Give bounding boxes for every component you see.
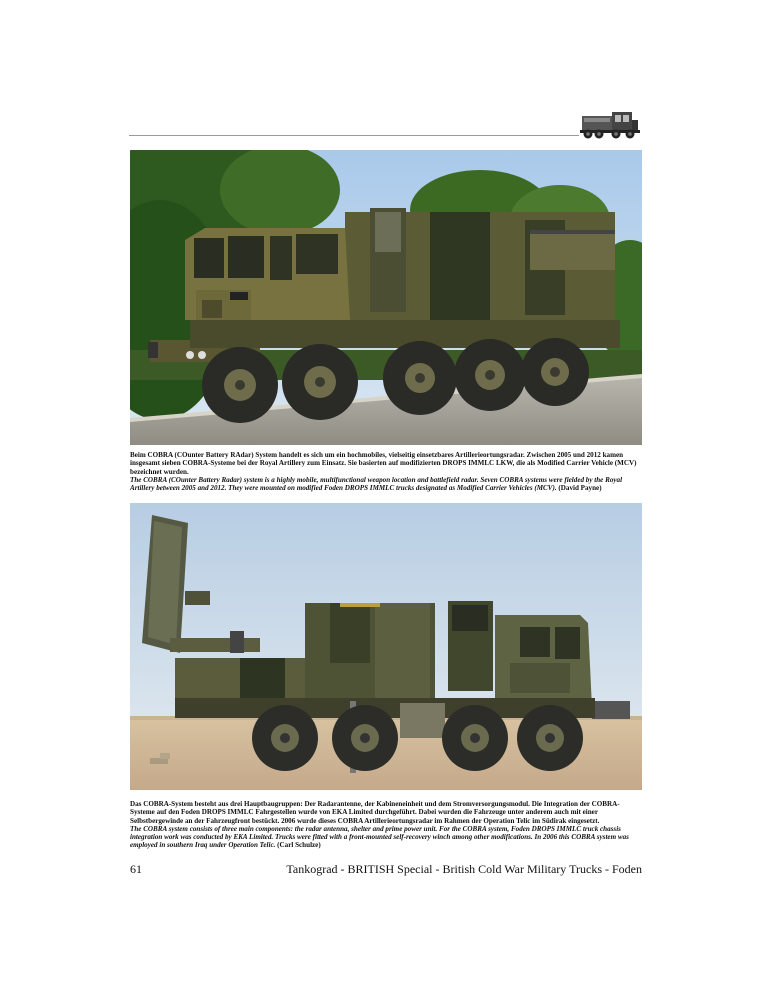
caption-german: Das COBRA-System besteht aus drei Hauptbaugruppen: Der Radarantenne, der Kabineneinheit und dem Stromversorgungsmodul. Die Integration der COBRA-Systeme auf den Foden DROPS IMMLC Fahrgestellen wurde von EKA Limited durchgeführt. Dabei wurden die Fahrzeuge unter anderem auch mit einer Selbstbergewinde an der Fahrzeugfront bestückt. 2006 wurde dieses COBRA Artillerieortungsradar im Rahmen der Operation Telic im Südirak eingesetzt. bbox=[130, 800, 620, 825]
caption-english bbox=[130, 825, 642, 850]
page-footer bbox=[130, 862, 642, 878]
header-rule bbox=[129, 135, 579, 136]
cobra-radar-system-photo bbox=[130, 503, 642, 790]
cobra-carrier-truck-photo bbox=[130, 150, 642, 445]
page-number: 61 bbox=[130, 862, 142, 876]
caption-english-text: The COBRA (COunter Battery Radar) system is a highly mobile, multifunctional weapon location and battlefield radar. Seven COBRA systems were fielded by the Royal Artillery between 2005 and 2012. They were mounted on modified Foden DROPS IMMLC trucks designated as Modified Carrier Vehicles (MCV). bbox=[130, 475, 623, 493]
photo-credit: (Carl Schulze) bbox=[277, 841, 321, 850]
photo-credit: (David Payne) bbox=[558, 484, 602, 493]
truck-logo-icon bbox=[580, 106, 642, 140]
caption-english bbox=[130, 476, 642, 493]
footer-title: Tankograd - BRITISH Special - British Cold War Military Trucks - Foden bbox=[286, 862, 642, 876]
figure-caption bbox=[130, 800, 642, 850]
caption-german: Beim COBRA (COunter Battery RAdar) System handelt es sich um ein hochmobiles, vielseitig einsetzbares Artillerieortungsradar. Zwischen 2005 und 2012 kamen insgesamt sieben COBRA-Systeme bei der Royal Artillery zum Einsatz. Sie basierten auf modifizierten DROPS IMMLC LKW, die als Modified Carrier Vehicle (MCV) bezeichnet wurden. bbox=[130, 451, 637, 476]
caption-english-text: The COBRA system consists of three main components: the radar antenna, shelter and prime power unit. For the COBRA system, Foden DROPS IMMLC truck chassis integration work was conducted by EKA Limited. Trucks were fitted with a front-mounted self-recovery winch among other modifications. In 2006 this COBRA system was employed in southern Iraq under Operation Telic. bbox=[130, 824, 629, 850]
figure-caption bbox=[130, 451, 642, 492]
